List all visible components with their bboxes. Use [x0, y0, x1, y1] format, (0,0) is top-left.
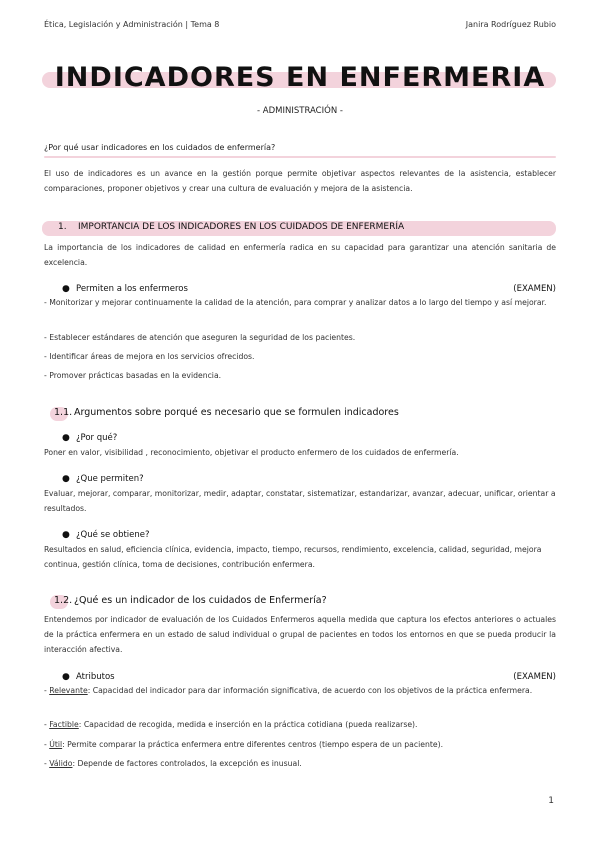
section1-item: - Promover prácticas basadas en la evidencia.: [44, 371, 222, 380]
attribute-item: - Factible: Capacidad de recogida, medida e inserción en la práctica cotidiana (pueda realizarse).: [44, 720, 418, 729]
header-right: Janira Rodríguez Rubio: [465, 20, 556, 29]
section1-bullet-label: Permiten a los enfermeros: [76, 284, 188, 294]
section1-heading: [58, 222, 404, 232]
section11-number: 1.1.: [54, 407, 73, 418]
section1-text: La importancia de los indicadores de calidad en enfermería radica en su capacidad para garantizar una atención sanitaria de excelencia.: [44, 243, 556, 267]
page-title: INDICADORES EN ENFERMERIA: [54, 62, 546, 93]
section12-text: Entendemos por indicador de evaluación de los Cuidados Enfermeros aquella medida que captura los efectos anteriores o actuales de la práctica enfermera en un estado de salud individual o grupal de pacientes en todos los entornos en que se pueda producir la interacción afectiva.: [44, 615, 556, 654]
page-number: 1: [548, 796, 554, 806]
bullet-dot-icon: ●: [62, 672, 70, 682]
section1-item: - Establecer estándares de atención que aseguren la seguridad de los pacientes.: [44, 333, 356, 342]
section11-a3: Resultados en salud, eficiencia clínica, evidencia, impacto, tiempo, recursos, rendimiento, excelencia, calidad, seguridad, mejora continua, gestión clínica, toma de decisiones, contribución enfermera.: [44, 545, 542, 569]
section12-title: ¿Qué es un indicador de los cuidados de Enfermería?: [74, 595, 327, 606]
section12-exam-tag: (EXAMEN): [513, 672, 556, 682]
bullet-dot-icon: ●: [62, 433, 70, 443]
section11-q2: [62, 474, 144, 484]
section11-q2-label: ¿Que permiten?: [76, 474, 144, 484]
attribute-item: - Válido: Depende de factores controlados, la excepción es inusual.: [44, 759, 302, 768]
section11-q1: [62, 433, 117, 443]
section12-bullet: [62, 672, 115, 682]
intro-underline: [44, 156, 556, 158]
section11-a2: Evaluar, mejorar, comparar, monitorizar, medir, adaptar, constatar, sistematizar, estandarizar, avanzar, adecuar, unificar, orientar a resultados.: [44, 489, 556, 513]
section1-item: - Monitorizar y mejorar continuamente la calidad de la atención, para comprar y analizar datos a lo largo del tiempo y así mejorar.: [44, 298, 547, 307]
attribute-term: Relevante: [49, 686, 88, 695]
page-subtitle: - ADMINISTRACIÓN -: [257, 106, 343, 116]
section1-number: 1.: [58, 222, 67, 232]
attribute-item: - Útil: Permite comparar la práctica enfermera entre diferentes centros (tiempo espera de un paciente).: [44, 740, 444, 749]
attribute-term: Válido: [49, 759, 73, 768]
bullet-dot-icon: ●: [62, 474, 70, 484]
bullet-dot-icon: ●: [62, 530, 70, 540]
section12-number: 1.2.: [54, 595, 73, 606]
bullet-dot-icon: ●: [62, 284, 70, 294]
attribute-term: Factible: [49, 720, 79, 729]
section11-q3-label: ¿Qué se obtiene?: [76, 530, 150, 540]
section12-bullet-label: Atributos: [76, 672, 115, 682]
attribute-desc: : Permite comparar la práctica enfermera entre diferentes centros (tiempo espera de un paciente).: [62, 740, 444, 749]
section1-bullet: [62, 284, 188, 294]
section11-q3: [62, 530, 150, 540]
intro-text: El uso de indicadores es un avance en la gestión porque permite objetivar aspectos relevantes de la asistencia, establecer comparaciones, proponer objetivos y crear una cultura de evaluación y mejora de la asistencia.: [44, 169, 556, 193]
section12-heading: [54, 595, 327, 606]
section11-heading: [54, 407, 399, 418]
attribute-term: Útil: [49, 740, 63, 749]
section11-q1-label: ¿Por qué?: [76, 433, 118, 443]
intro-question: ¿Por qué usar indicadores en los cuidados de enfermería?: [44, 143, 276, 152]
section11-title: Argumentos sobre porqué es necesario que se formulen indicadores: [74, 407, 399, 418]
attribute-desc: : Depende de factores controlados, la excepción es inusual.: [72, 759, 302, 768]
attribute-desc: : Capacidad del indicador para dar información significativa, de acuerdo con los objetivos de la práctica enfermera.: [87, 686, 533, 695]
section1-exam-tag: (EXAMEN): [513, 284, 556, 294]
attribute-desc: : Capacidad de recogida, medida e inserción en la práctica cotidiana (pueda realizarse).: [78, 720, 418, 729]
header-left: Ética, Legislación y Administración | Tema 8: [44, 20, 220, 29]
section1-title: IMPORTANCIA DE LOS INDICADORES EN LOS CUIDADOS DE ENFERMERÍA: [78, 222, 405, 232]
attribute-item: - Relevante: Capacidad del indicador para dar información significativa, de acuerdo con los objetivos de la práctica enfermera.: [44, 686, 533, 695]
section1-item: - Identificar áreas de mejora en los servicios ofrecidos.: [44, 352, 255, 361]
section11-a1: Poner en valor, visibilidad , reconocimiento, objetivar el producto enfermero de los cuidados de enfermería.: [44, 448, 459, 457]
